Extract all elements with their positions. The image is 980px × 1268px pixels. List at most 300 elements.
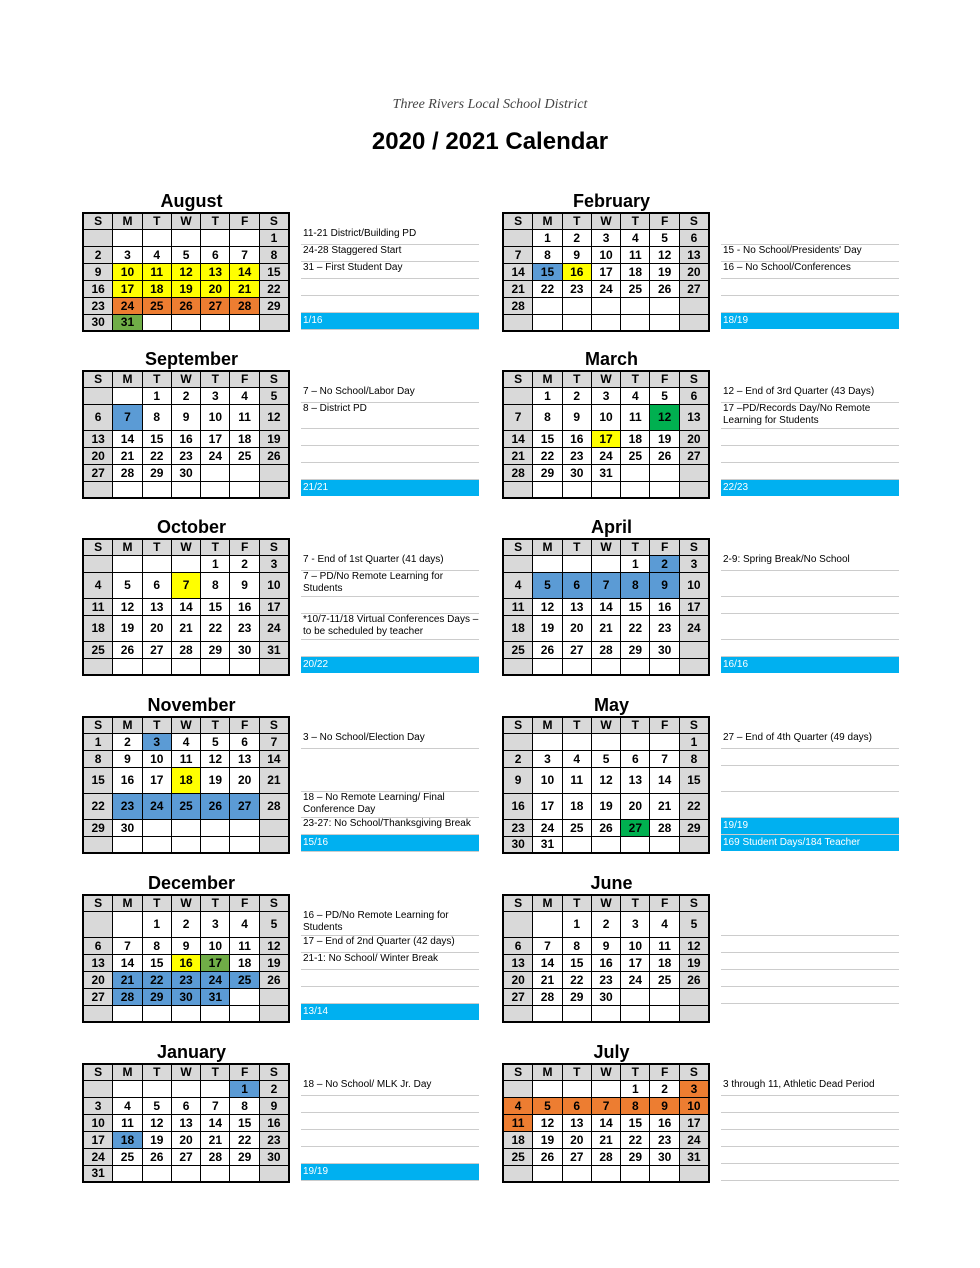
day-cell bbox=[171, 1165, 200, 1182]
day-cell: 24 bbox=[259, 615, 289, 641]
day-cell bbox=[533, 658, 562, 675]
day-cell bbox=[621, 314, 650, 331]
day-cell: 15 bbox=[621, 598, 650, 615]
day-cell: 19 bbox=[533, 615, 562, 641]
month-note bbox=[721, 792, 899, 818]
day-cell: 17 bbox=[591, 263, 620, 280]
day-header: M bbox=[533, 1064, 562, 1080]
day-cell bbox=[230, 658, 259, 675]
month-table bbox=[502, 716, 710, 854]
day-cell: 2 bbox=[562, 229, 591, 246]
day-header: F bbox=[230, 1064, 259, 1080]
day-cell bbox=[503, 229, 533, 246]
day-cell: 5 bbox=[591, 750, 620, 767]
day-header: W bbox=[591, 213, 620, 229]
day-cell: 14 bbox=[533, 954, 562, 971]
day-cell: 1 bbox=[621, 555, 650, 572]
day-cell: 17 bbox=[259, 598, 289, 615]
day-cell: 14 bbox=[503, 263, 533, 280]
day-cell bbox=[259, 1165, 289, 1182]
day-cell bbox=[679, 658, 709, 675]
day-cell bbox=[171, 819, 200, 836]
day-header: S bbox=[503, 213, 533, 229]
day-cell: 14 bbox=[591, 1114, 620, 1131]
day-header: S bbox=[259, 371, 289, 387]
day-header: M bbox=[533, 371, 562, 387]
month-note: 3 – No School/Election Day bbox=[301, 732, 479, 749]
month-name: October bbox=[156, 517, 226, 537]
day-cell: 12 bbox=[533, 598, 562, 615]
day-cell: 23 bbox=[562, 447, 591, 464]
day-cell: 30 bbox=[650, 641, 679, 658]
month-note bbox=[721, 987, 899, 1004]
day-cell bbox=[171, 658, 200, 675]
month-table bbox=[82, 1063, 290, 1183]
day-cell: 3 bbox=[591, 387, 620, 404]
month-note: 18 – No School/ MLK Jr. Day bbox=[301, 1079, 479, 1096]
day-cell: 28 bbox=[650, 819, 679, 836]
day-cell: 18 bbox=[113, 1131, 142, 1148]
day-cell: 3 bbox=[259, 555, 289, 572]
day-cell: 13 bbox=[621, 767, 650, 793]
day-header: S bbox=[259, 213, 289, 229]
day-cell: 29 bbox=[259, 297, 289, 314]
day-cell: 15 bbox=[562, 954, 591, 971]
day-cell bbox=[201, 1165, 230, 1182]
day-cell bbox=[142, 1005, 171, 1022]
day-cell: 12 bbox=[533, 1114, 562, 1131]
month-name: December bbox=[147, 873, 236, 893]
day-cell: 14 bbox=[503, 430, 533, 447]
day-cell bbox=[621, 1005, 650, 1022]
month-name: September bbox=[144, 349, 239, 369]
month-note bbox=[721, 640, 899, 657]
day-cell: 6 bbox=[83, 937, 113, 954]
month-note bbox=[301, 446, 479, 463]
day-header: F bbox=[650, 717, 679, 733]
day-cell bbox=[679, 836, 709, 853]
day-cell bbox=[591, 1165, 620, 1182]
day-cell: 1 bbox=[201, 555, 230, 572]
day-cell bbox=[230, 836, 259, 853]
day-cell: 13 bbox=[679, 246, 709, 263]
day-cell bbox=[562, 1080, 591, 1097]
day-count-bar: 19/19 bbox=[301, 1164, 479, 1180]
day-cell: 16 bbox=[650, 1114, 679, 1131]
day-cell: 15 bbox=[533, 263, 562, 280]
day-cell bbox=[650, 733, 679, 750]
day-cell bbox=[562, 733, 591, 750]
day-cell: 28 bbox=[259, 793, 289, 819]
day-header: W bbox=[591, 717, 620, 733]
day-cell bbox=[259, 819, 289, 836]
day-cell: 22 bbox=[230, 1131, 259, 1148]
day-cell bbox=[591, 733, 620, 750]
day-cell: 26 bbox=[259, 971, 289, 988]
month-table bbox=[82, 370, 290, 499]
month-note bbox=[721, 749, 899, 766]
day-cell: 18 bbox=[142, 280, 171, 297]
day-cell: 11 bbox=[142, 263, 171, 280]
month-note: 18 – No Remote Learning/ Final Conference Day bbox=[301, 792, 479, 818]
day-cell: 3 bbox=[201, 387, 230, 404]
day-cell: 18 bbox=[621, 263, 650, 280]
day-header: F bbox=[650, 539, 679, 555]
day-cell: 18 bbox=[562, 793, 591, 819]
day-cell: 4 bbox=[562, 750, 591, 767]
day-cell: 24 bbox=[533, 819, 562, 836]
day-count-bar: 18/19 bbox=[721, 313, 899, 329]
day-cell: 25 bbox=[113, 1148, 142, 1165]
day-cell bbox=[621, 733, 650, 750]
day-header: M bbox=[533, 717, 562, 733]
day-header: S bbox=[83, 213, 113, 229]
day-cell: 6 bbox=[621, 750, 650, 767]
day-cell: 13 bbox=[171, 1114, 200, 1131]
day-cell bbox=[83, 387, 113, 404]
day-cell: 20 bbox=[201, 280, 230, 297]
day-cell: 3 bbox=[679, 555, 709, 572]
day-header: S bbox=[679, 539, 709, 555]
month-note bbox=[301, 970, 479, 987]
day-cell: 29 bbox=[201, 641, 230, 658]
day-cell: 2 bbox=[650, 555, 679, 572]
day-cell bbox=[503, 1165, 533, 1182]
day-cell: 20 bbox=[503, 971, 533, 988]
day-cell: 21 bbox=[113, 971, 142, 988]
day-header: S bbox=[679, 895, 709, 911]
day-cell bbox=[142, 229, 171, 246]
day-cell: 29 bbox=[83, 819, 113, 836]
day-cell bbox=[83, 911, 113, 937]
day-cell bbox=[533, 481, 562, 498]
day-cell: 30 bbox=[171, 988, 200, 1005]
day-cell: 29 bbox=[621, 1148, 650, 1165]
day-cell bbox=[503, 658, 533, 675]
day-cell: 8 bbox=[259, 246, 289, 263]
day-cell bbox=[562, 836, 591, 853]
day-cell: 16 bbox=[113, 767, 142, 793]
day-cell: 25 bbox=[562, 819, 591, 836]
day-cell: 8 bbox=[230, 1097, 259, 1114]
day-cell: 25 bbox=[621, 447, 650, 464]
day-cell: 26 bbox=[591, 819, 620, 836]
day-cell: 21 bbox=[259, 767, 289, 793]
day-cell: 24 bbox=[201, 971, 230, 988]
day-cell bbox=[591, 555, 620, 572]
day-cell: 24 bbox=[621, 971, 650, 988]
day-header: S bbox=[503, 539, 533, 555]
month-note bbox=[721, 1113, 899, 1130]
day-cell: 25 bbox=[230, 971, 259, 988]
day-header: W bbox=[591, 371, 620, 387]
day-cell: 10 bbox=[142, 750, 171, 767]
day-cell: 10 bbox=[201, 937, 230, 954]
day-cell: 8 bbox=[201, 572, 230, 598]
day-cell: 26 bbox=[679, 971, 709, 988]
day-cell: 21 bbox=[591, 1131, 620, 1148]
month-name: March bbox=[584, 349, 638, 369]
day-cell: 31 bbox=[259, 641, 289, 658]
day-header: T bbox=[201, 539, 230, 555]
day-cell bbox=[679, 464, 709, 481]
day-header: W bbox=[171, 213, 200, 229]
day-count-bar: 13/14 bbox=[301, 1004, 479, 1020]
day-cell bbox=[113, 229, 142, 246]
day-cell: 9 bbox=[591, 937, 620, 954]
month-note bbox=[301, 1147, 479, 1164]
month-note bbox=[721, 279, 899, 296]
day-header: S bbox=[679, 717, 709, 733]
day-cell: 10 bbox=[259, 572, 289, 598]
day-cell bbox=[259, 314, 289, 331]
day-cell: 17 bbox=[201, 954, 230, 971]
day-header: F bbox=[650, 371, 679, 387]
day-cell: 28 bbox=[591, 641, 620, 658]
day-count-bar: 16/16 bbox=[721, 657, 899, 673]
day-cell: 17 bbox=[679, 598, 709, 615]
day-cell: 5 bbox=[113, 572, 142, 598]
day-cell: 12 bbox=[650, 404, 679, 430]
day-header: T bbox=[142, 371, 171, 387]
day-cell: 5 bbox=[201, 733, 230, 750]
day-header: W bbox=[591, 895, 620, 911]
day-cell: 30 bbox=[650, 1148, 679, 1165]
day-header: W bbox=[591, 539, 620, 555]
day-cell: 15 bbox=[142, 430, 171, 447]
day-cell: 20 bbox=[679, 263, 709, 280]
day-cell: 22 bbox=[259, 280, 289, 297]
day-cell: 21 bbox=[533, 971, 562, 988]
day-cell bbox=[591, 481, 620, 498]
day-cell: 7 bbox=[171, 572, 200, 598]
day-cell: 15 bbox=[679, 767, 709, 793]
day-cell: 4 bbox=[503, 572, 533, 598]
day-cell bbox=[503, 733, 533, 750]
day-header: S bbox=[83, 371, 113, 387]
day-cell: 16 bbox=[503, 793, 533, 819]
day-cell bbox=[562, 481, 591, 498]
day-cell: 25 bbox=[230, 447, 259, 464]
day-cell: 11 bbox=[650, 937, 679, 954]
day-cell: 6 bbox=[562, 572, 591, 598]
day-cell: 27 bbox=[679, 280, 709, 297]
day-cell: 16 bbox=[83, 280, 113, 297]
day-cell: 9 bbox=[171, 937, 200, 954]
day-cell: 2 bbox=[503, 750, 533, 767]
day-header: S bbox=[503, 717, 533, 733]
day-cell: 30 bbox=[83, 314, 113, 331]
day-header: T bbox=[621, 539, 650, 555]
day-cell bbox=[621, 464, 650, 481]
month-note: 3 through 11, Athletic Dead Period bbox=[721, 1079, 899, 1096]
day-cell bbox=[562, 555, 591, 572]
day-cell: 2 bbox=[83, 246, 113, 263]
day-cell: 28 bbox=[503, 464, 533, 481]
day-cell: 14 bbox=[259, 750, 289, 767]
day-cell: 15 bbox=[83, 767, 113, 793]
day-header: F bbox=[230, 717, 259, 733]
day-cell: 13 bbox=[142, 598, 171, 615]
day-header: T bbox=[562, 1064, 591, 1080]
day-cell: 28 bbox=[230, 297, 259, 314]
day-cell: 27 bbox=[503, 988, 533, 1005]
day-header: W bbox=[171, 371, 200, 387]
day-cell: 7 bbox=[201, 1097, 230, 1114]
day-cell: 28 bbox=[533, 988, 562, 1005]
day-cell: 29 bbox=[679, 819, 709, 836]
day-cell: 11 bbox=[230, 404, 259, 430]
month-note: 11-21 District/Building PD bbox=[301, 228, 479, 245]
day-cell: 20 bbox=[679, 430, 709, 447]
month-note bbox=[301, 463, 479, 480]
day-header: T bbox=[621, 213, 650, 229]
day-cell: 4 bbox=[230, 911, 259, 937]
day-cell bbox=[650, 988, 679, 1005]
day-cell: 2 bbox=[171, 911, 200, 937]
day-cell: 29 bbox=[142, 464, 171, 481]
day-cell: 16 bbox=[562, 263, 591, 280]
day-cell: 16 bbox=[650, 598, 679, 615]
day-cell: 18 bbox=[503, 1131, 533, 1148]
day-cell: 31 bbox=[83, 1165, 113, 1182]
day-cell: 26 bbox=[171, 297, 200, 314]
day-cell: 27 bbox=[230, 793, 259, 819]
day-cell: 12 bbox=[591, 767, 620, 793]
month-table bbox=[502, 894, 710, 1023]
day-cell: 20 bbox=[142, 615, 171, 641]
day-cell: 30 bbox=[230, 641, 259, 658]
day-cell: 13 bbox=[562, 1114, 591, 1131]
day-cell bbox=[679, 1165, 709, 1182]
day-cell bbox=[113, 1165, 142, 1182]
day-cell: 4 bbox=[171, 733, 200, 750]
day-cell: 27 bbox=[83, 988, 113, 1005]
month-note bbox=[721, 296, 899, 313]
day-cell: 18 bbox=[230, 954, 259, 971]
month-note: 16 – PD/No Remote Learning for Students bbox=[301, 910, 479, 936]
month-name: May bbox=[593, 695, 629, 715]
day-cell: 4 bbox=[621, 387, 650, 404]
month-note bbox=[721, 1096, 899, 1113]
day-cell: 1 bbox=[533, 229, 562, 246]
day-cell: 14 bbox=[113, 954, 142, 971]
district-name: Three Rivers Local School District bbox=[392, 97, 588, 112]
day-cell: 12 bbox=[201, 750, 230, 767]
day-cell: 8 bbox=[621, 1097, 650, 1114]
day-header: F bbox=[230, 895, 259, 911]
day-header: T bbox=[201, 895, 230, 911]
month-note bbox=[301, 1096, 479, 1113]
day-header: T bbox=[562, 213, 591, 229]
day-cell bbox=[83, 1080, 113, 1097]
day-cell bbox=[503, 1005, 533, 1022]
day-cell bbox=[503, 481, 533, 498]
day-cell bbox=[230, 988, 259, 1005]
day-cell: 9 bbox=[503, 767, 533, 793]
day-cell bbox=[533, 733, 562, 750]
day-cell bbox=[230, 1005, 259, 1022]
day-cell: 21 bbox=[230, 280, 259, 297]
day-cell: 19 bbox=[591, 793, 620, 819]
day-cell bbox=[113, 1005, 142, 1022]
day-cell bbox=[591, 836, 620, 853]
day-header: F bbox=[230, 371, 259, 387]
day-cell bbox=[679, 641, 709, 658]
day-cell: 11 bbox=[230, 937, 259, 954]
day-cell: 3 bbox=[113, 246, 142, 263]
day-cell: 24 bbox=[679, 1131, 709, 1148]
day-cell: 2 bbox=[562, 387, 591, 404]
day-cell: 21 bbox=[503, 280, 533, 297]
day-cell bbox=[83, 229, 113, 246]
day-cell bbox=[259, 481, 289, 498]
day-cell: 21 bbox=[171, 615, 200, 641]
day-cell: 16 bbox=[591, 954, 620, 971]
month-table bbox=[502, 370, 710, 499]
month-note bbox=[721, 936, 899, 953]
day-cell: 22 bbox=[533, 280, 562, 297]
day-cell: 13 bbox=[83, 430, 113, 447]
day-cell: 7 bbox=[230, 246, 259, 263]
day-cell: 13 bbox=[83, 954, 113, 971]
day-cell: 3 bbox=[591, 229, 620, 246]
day-cell: 19 bbox=[201, 767, 230, 793]
day-cell bbox=[113, 658, 142, 675]
day-cell bbox=[230, 819, 259, 836]
day-cell: 30 bbox=[591, 988, 620, 1005]
day-cell: 9 bbox=[259, 1097, 289, 1114]
day-header: S bbox=[83, 895, 113, 911]
month-note bbox=[721, 614, 899, 640]
day-cell: 9 bbox=[113, 750, 142, 767]
day-cell bbox=[621, 297, 650, 314]
month-note: 17 –PD/Records Day/No Remote Learning for Students bbox=[721, 403, 899, 429]
day-cell bbox=[679, 314, 709, 331]
month-note bbox=[721, 1164, 899, 1181]
day-cell bbox=[533, 1165, 562, 1182]
day-cell: 28 bbox=[201, 1148, 230, 1165]
day-cell: 14 bbox=[113, 430, 142, 447]
day-cell: 15 bbox=[533, 430, 562, 447]
day-cell: 22 bbox=[142, 971, 171, 988]
day-cell: 13 bbox=[230, 750, 259, 767]
month-table bbox=[82, 538, 290, 676]
day-cell: 24 bbox=[679, 615, 709, 641]
day-cell: 4 bbox=[113, 1097, 142, 1114]
day-count-bar: 21/21 bbox=[301, 480, 479, 496]
day-cell: 7 bbox=[591, 572, 620, 598]
day-cell: 25 bbox=[503, 641, 533, 658]
day-cell: 12 bbox=[171, 263, 200, 280]
month-note: 12 – End of 3rd Quarter (43 Days) bbox=[721, 386, 899, 403]
day-header: F bbox=[230, 539, 259, 555]
day-cell: 1 bbox=[142, 387, 171, 404]
day-cell: 24 bbox=[142, 793, 171, 819]
day-header: S bbox=[83, 539, 113, 555]
day-cell: 29 bbox=[562, 988, 591, 1005]
day-cell bbox=[113, 481, 142, 498]
month-note: 7 - End of 1st Quarter (41 days) bbox=[301, 554, 479, 571]
day-cell bbox=[259, 658, 289, 675]
day-cell: 11 bbox=[562, 767, 591, 793]
day-cell bbox=[142, 314, 171, 331]
day-cell: 25 bbox=[83, 641, 113, 658]
day-cell: 17 bbox=[679, 1114, 709, 1131]
day-cell bbox=[83, 836, 113, 853]
day-cell: 6 bbox=[562, 1097, 591, 1114]
day-cell: 8 bbox=[621, 572, 650, 598]
